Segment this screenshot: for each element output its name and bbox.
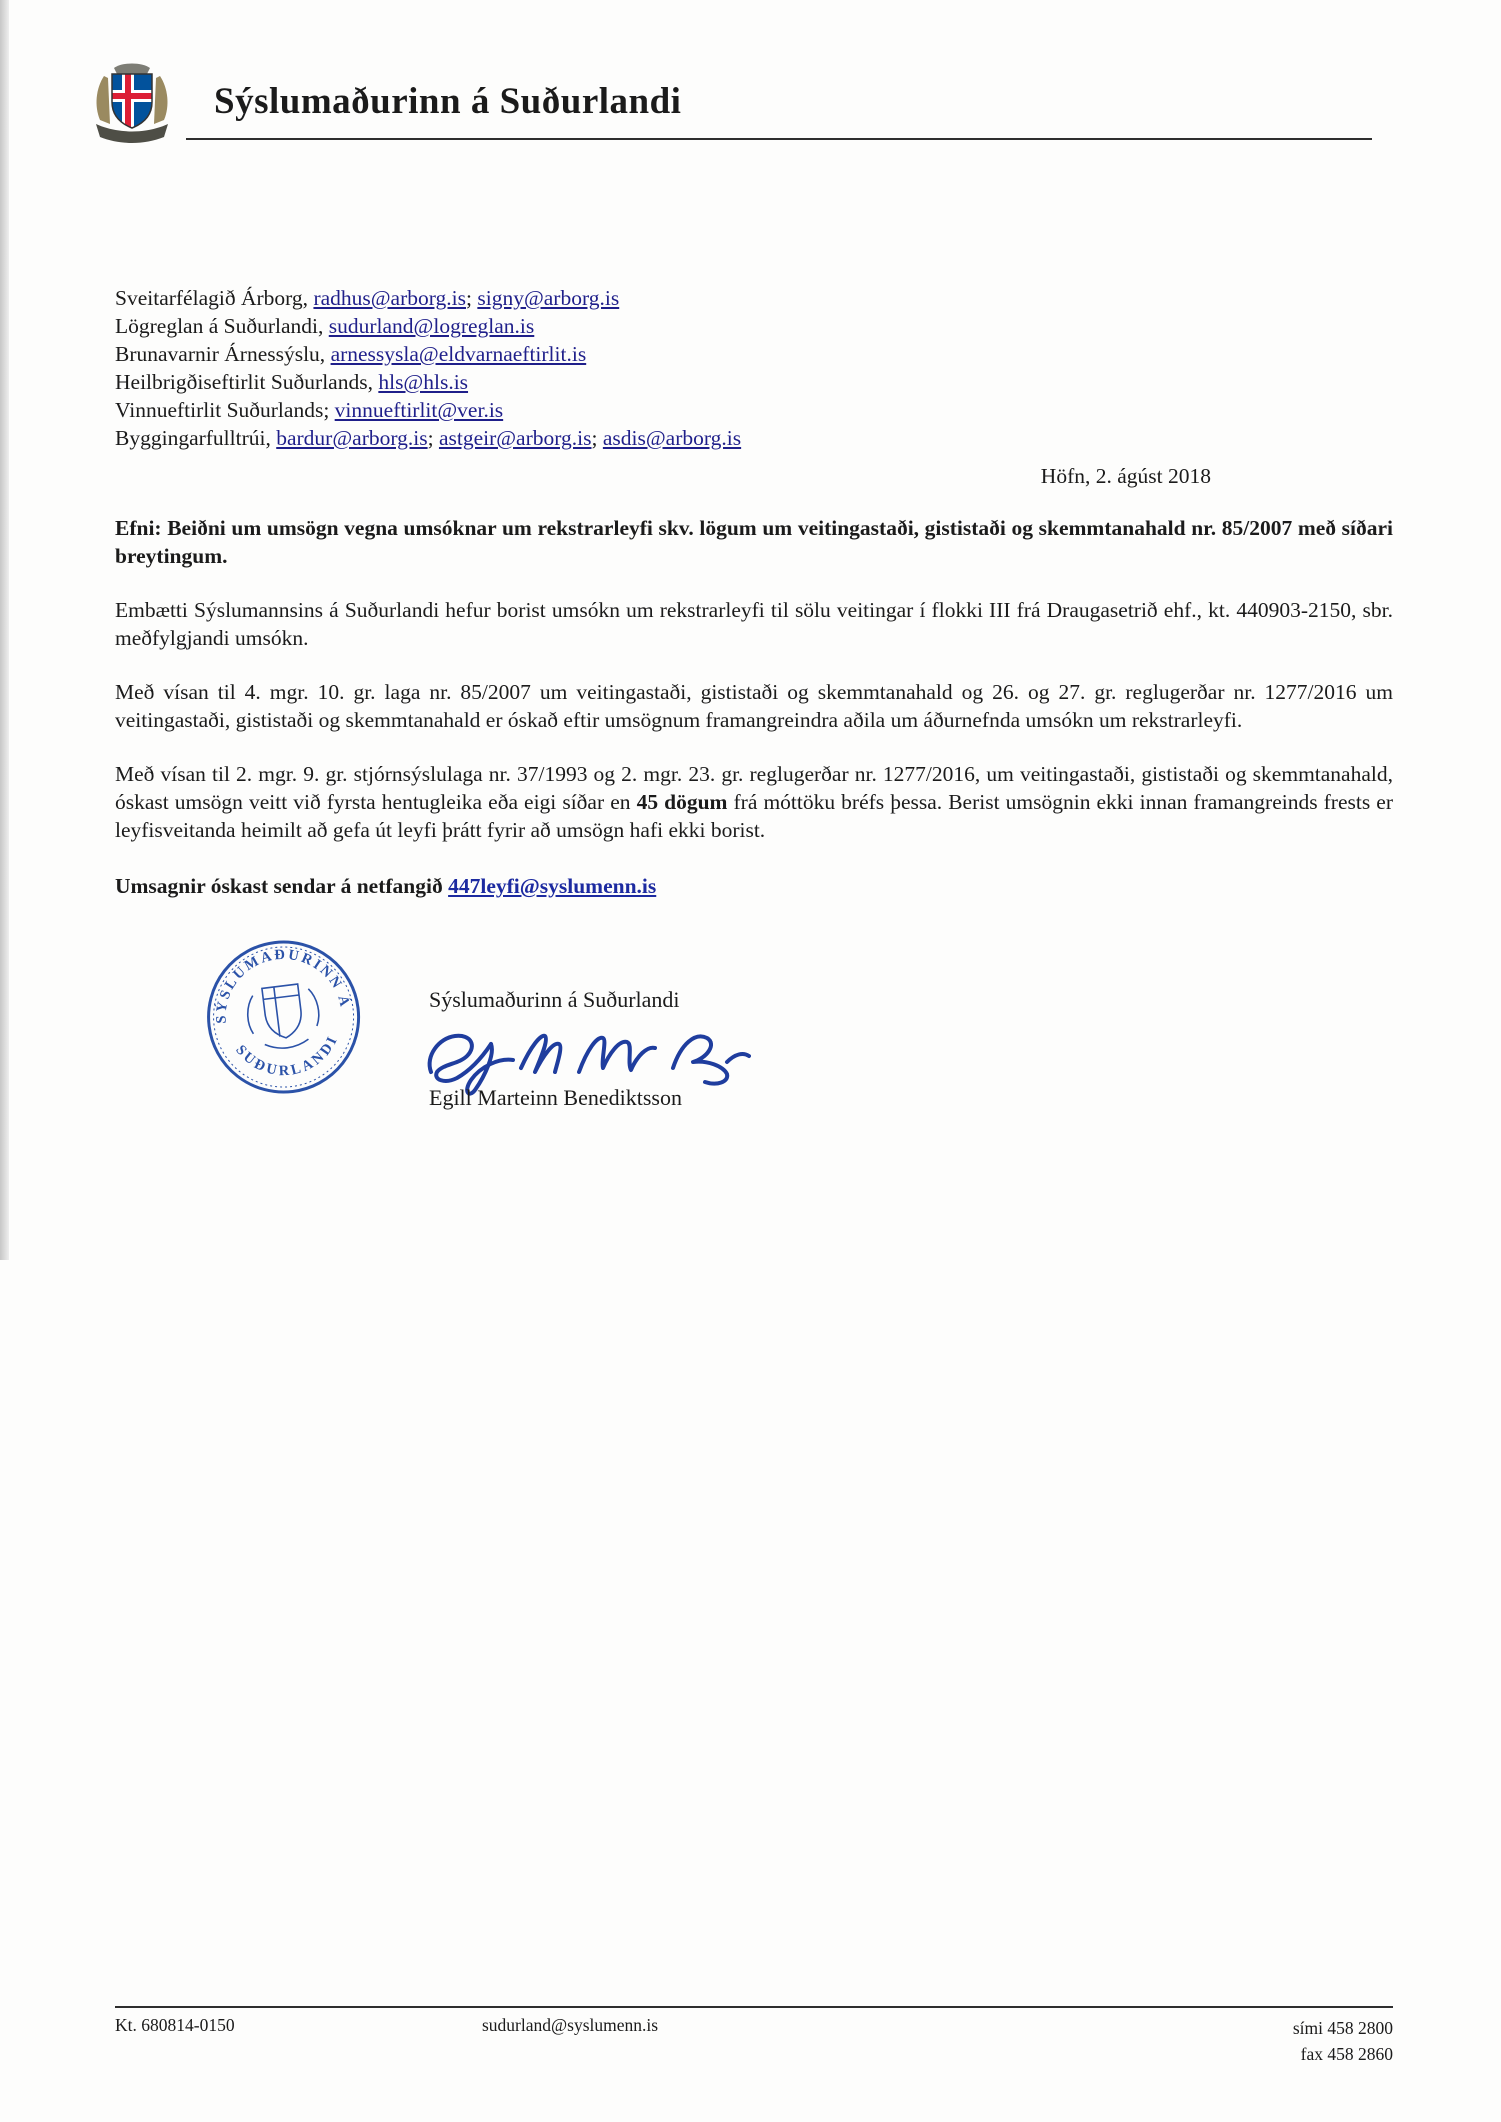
recipient-line (115, 312, 1393, 340)
recipient-name: Vinnueftirlit Suðurlands; (115, 398, 335, 422)
paragraph-text: frá móttöku bréfs þessa. Berist umsögnin ekki innan framangreinds frests er leyfisveitanda heimilt að gefa út leyfi þrátt fyrir að umsögn hafi ekki borist. (115, 790, 1393, 842)
footer-email: sudurland@syslumenn.is (482, 2015, 659, 2035)
subject-line: Efni: Beiðni um umsögn vegna umsóknar um rekstrarleyfi skv. lögum um veitingastaði, gististaði og skemmtanahald nr. 85/2007 með síðari breytingum. (115, 516, 1393, 568)
footer-phone: sími 458 2800 (1292, 2018, 1393, 2038)
recipient-name: Brunavarnir Árnessýslu, (115, 342, 331, 366)
footer-fax: fax 458 2860 (1300, 2044, 1393, 2064)
dateline: Höfn, 2. ágúst 2018 (1040, 464, 1211, 488)
request-line (115, 872, 1393, 900)
letter-body (115, 284, 1393, 1112)
recipient-name: Lögreglan á Suðurlandi, (115, 314, 329, 338)
email-link[interactable]: hls@hls.is (378, 370, 469, 394)
recipient-name: Byggingarfulltrúi, (115, 426, 277, 450)
email-link[interactable]: radhus@arborg.is (313, 286, 466, 310)
recipients-list (115, 284, 1393, 452)
org-title: Sýslumaðurinn á Suðurlandi (214, 81, 682, 122)
body-paragraph-1: Embætti Sýslumannsins á Suðurlandi hefur borist umsókn um rekstrarleyfi til sölu veitingar í flokki III frá Draugasetrið ehf., kt. 440903-2150, sbr. meðfylgjandi umsókn. (115, 598, 1393, 650)
recipient-name: Heilbrigðiseftirlit Suðurlands, (115, 370, 379, 394)
email-link[interactable]: bardur@arborg.is (276, 426, 428, 450)
email-link[interactable]: asdis@arborg.is (602, 426, 742, 450)
signatory-name: Egill Marteinn Benediktsson (429, 1085, 682, 1110)
header-rule (186, 138, 1372, 140)
recipient-line (115, 396, 1393, 424)
reply-email-link[interactable]: 447leyfi@syslumenn.is (448, 874, 657, 898)
email-link[interactable]: arnessysla@eldvarnaeftirlit.is (330, 342, 587, 366)
separator: ; (427, 426, 439, 450)
recipient-line (115, 284, 1393, 312)
signatory-office: Sýslumaðurinn á Suðurlandi (429, 987, 680, 1012)
signatory-area (429, 936, 751, 1112)
body-paragraph-3 (115, 760, 1393, 844)
recipient-name: Sveitarfélagið Árborg, (115, 286, 314, 310)
recipient-line (115, 424, 1393, 452)
body-paragraph-2: Með vísan til 4. mgr. 10. gr. laga nr. 85/2007 um veitingastaði, gististaði og skemmtanahald og 26. og 27. gr. reglugerðar nr. 1277/2016 um veitingastaði, gististaði og skemmtanahald er óskað eftir umsögnum framangreindra aðila um áðurnefnda umsókn um rekstrarleyfi. (115, 680, 1393, 732)
email-link[interactable]: sudurland@logreglan.is (328, 314, 535, 338)
footer-kt: Kt. 680814-0150 (115, 2015, 235, 2035)
email-link[interactable]: signy@arborg.is (477, 286, 620, 310)
footer-contact (1293, 2015, 1393, 2067)
separator: ; (466, 286, 478, 310)
recipient-line (115, 340, 1393, 368)
official-stamp (193, 927, 374, 1114)
coat-of-arms-logo (88, 58, 176, 149)
scan-edge-artifact (0, 0, 9, 1260)
separator: ; (591, 426, 603, 450)
email-link[interactable]: astgeir@arborg.is (438, 426, 592, 450)
stamp-text-top: SÝSLUMAÐURINN Á (213, 946, 354, 1024)
stamp-text-bottom: SUÐURLANDI (232, 1032, 342, 1080)
footer-rule (115, 2006, 1393, 2008)
email-link[interactable]: vinnueftirlit@ver.is (334, 398, 504, 422)
stamp-coat-of-arms (245, 982, 323, 1052)
svg-text:SÝSLUMAÐURINN Á (205, 939, 354, 1026)
signature-block (115, 936, 1393, 1112)
request-text: Umsagnir óskast sendar á netfangið (115, 874, 449, 898)
paragraph-text: Með vísan til 2. mgr. 9. gr. stjórnsýslulaga nr. 37/1993 og 2. mgr. 23. gr. reglugerðar nr. 1277/2016, um veitingastaði, gististaði og skemmtanahald, óskast umsögn veitt við fyrsta hentugleika eða eigi síðar en (115, 762, 1393, 814)
recipient-line (115, 368, 1393, 396)
deadline-emphasis: 45 dögum (636, 790, 728, 814)
